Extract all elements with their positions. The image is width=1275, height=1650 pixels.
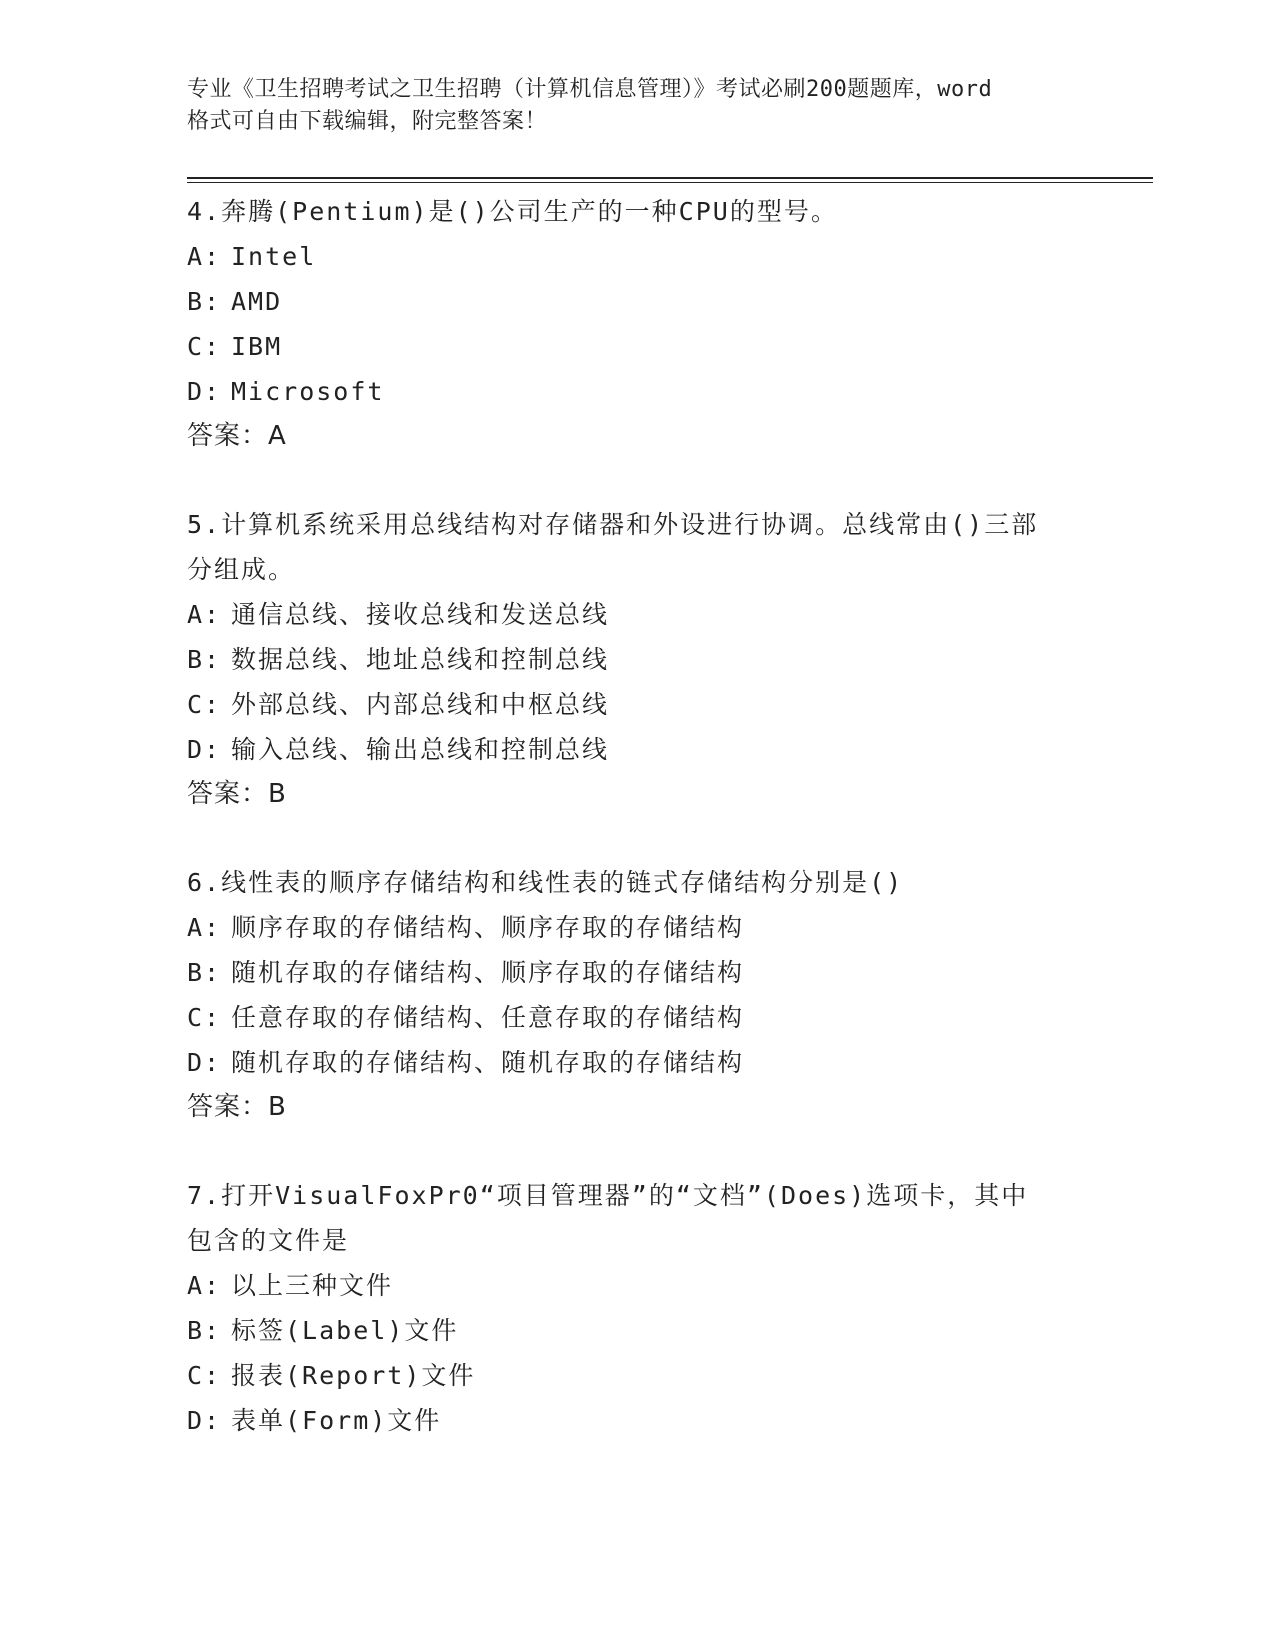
option-key: B: [187, 1316, 222, 1345]
option-b [187, 1308, 1153, 1353]
option-b [187, 950, 1153, 995]
option-a [187, 1263, 1153, 1308]
header-divider-thin [187, 182, 1153, 183]
option-text: 随机存取的存储结构、顺序存取的存储结构 [231, 958, 745, 987]
question-7 [187, 1173, 1153, 1443]
answer-label: 答案：B [187, 1092, 287, 1122]
option-d [187, 1040, 1153, 1085]
question-6 [187, 860, 1153, 1130]
option-text: Microsoft [231, 377, 385, 406]
option-c [187, 1353, 1153, 1398]
option-c [187, 995, 1153, 1040]
option-key: B: [187, 287, 222, 316]
option-key: D: [187, 1048, 222, 1077]
option-key: A: [187, 1271, 222, 1300]
option-text: 以上三种文件 [231, 1271, 394, 1300]
answer-label: 答案：B [187, 779, 287, 809]
option-text: 随机存取的存储结构、随机存取的存储结构 [231, 1048, 745, 1077]
option-key: A: [187, 913, 222, 942]
question-stem: 4.奔腾(Pentium)是()公司生产的一种CPU的型号。 [187, 197, 838, 226]
option-key: C: [187, 1003, 222, 1032]
option-text: 报表(Report)文件 [231, 1361, 476, 1390]
option-text: 标签(Label)文件 [231, 1316, 459, 1345]
question-stem: 6.线性表的顺序存储结构和线性表的链式存储结构分别是() [187, 868, 904, 897]
option-text: 输入总线、输出总线和控制总线 [231, 735, 610, 764]
option-d [187, 1398, 1153, 1443]
header-line-2: 格式可自由下载编辑，附完整答案！ [187, 109, 548, 134]
option-text: 外部总线、内部总线和中枢总线 [231, 690, 610, 719]
document-header [187, 74, 1087, 138]
option-text: Intel [231, 242, 317, 271]
option-key: D: [187, 735, 222, 764]
option-text: IBM [231, 332, 283, 361]
option-text: 顺序存取的存储结构、顺序存取的存储结构 [231, 913, 745, 942]
option-key: B: [187, 645, 222, 674]
option-c [187, 324, 1153, 369]
option-text: 数据总线、地址总线和控制总线 [231, 645, 610, 674]
option-d [187, 369, 1153, 414]
option-key: D: [187, 1406, 222, 1435]
option-d [187, 727, 1153, 772]
option-a [187, 905, 1153, 950]
option-key: A: [187, 242, 222, 271]
option-key: B: [187, 958, 222, 987]
question-list [187, 189, 1153, 1486]
option-text: 任意存取的存储结构、任意存取的存储结构 [231, 1003, 745, 1032]
header-line-1: 专业《卫生招聘考试之卫生招聘（计算机信息管理）》考试必刷200题题库，word [187, 77, 993, 102]
option-a [187, 234, 1153, 279]
option-key: A: [187, 600, 222, 629]
question-4 [187, 189, 1153, 459]
option-text: 表单(Form)文件 [231, 1406, 442, 1435]
answer-label: 答案：A [187, 421, 287, 451]
option-a [187, 592, 1153, 637]
option-key: C: [187, 332, 222, 361]
option-c [187, 682, 1153, 727]
option-text: 通信总线、接收总线和发送总线 [231, 600, 610, 629]
option-key: C: [187, 1361, 222, 1390]
question-5 [187, 502, 1153, 817]
option-b [187, 279, 1153, 324]
option-text: AMD [231, 287, 283, 316]
question-stem: 5.计算机系统采用总线结构对存储器和外设进行协调。总线常由()三部分组成。 [187, 510, 1039, 584]
header-divider-thick [187, 177, 1153, 179]
option-key: D: [187, 377, 222, 406]
option-b [187, 637, 1153, 682]
option-key: C: [187, 690, 222, 719]
question-stem: 7.打开VisualFoxPr0“项目管理器”的“文档”(Does)选项卡，其中包含的文件是 [187, 1181, 1029, 1255]
